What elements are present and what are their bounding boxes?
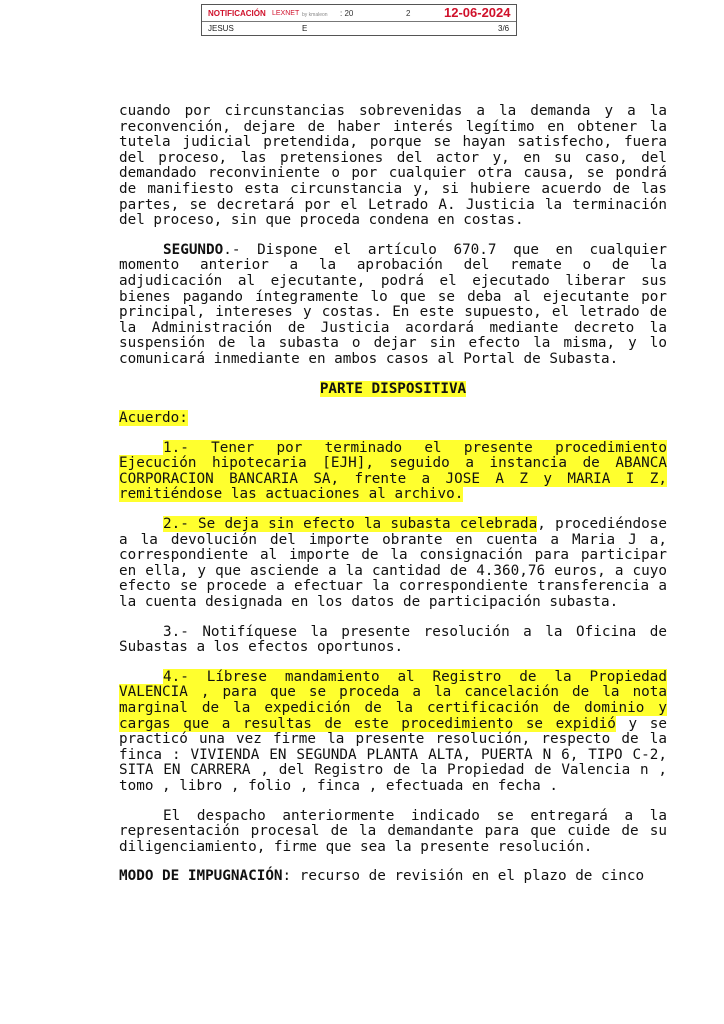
recipient-initial: E: [302, 24, 308, 33]
paragraph-despacho: El despacho anteriormente indicado se entregará a la representación procesal de la demandante para que cuide de su diligenciamiento, firme que sea la presente resolución.: [119, 807, 667, 855]
header-number-1: : 20: [340, 9, 354, 18]
item-2-text: , procediéndose a la devolución del importe obrante en cuenta a Maria J a, correspondiente al importe de la consignación para participar en ella, y que asciende a la cantidad de 4.360,76 euros, a cuyo efecto se procede a efectuar la correspondiente transferencia a la cuenta designada en los datos de participación subasta.: [119, 516, 667, 611]
by-label: by kmaleon: [302, 12, 328, 18]
parte-dispositiva-heading-wrap: [119, 382, 667, 398]
header-row-bottom: [202, 21, 516, 37]
item-2-highlight: 2.- Se deja sin efecto la subasta celebrada: [163, 516, 538, 533]
paragraph-segundo: [119, 243, 667, 368]
segundo-heading: SEGUNDO: [163, 241, 224, 258]
lexnet-label: LEXNET: [272, 10, 300, 17]
paragraph-terminacion: cuando por circunstancias sobrevenidas a la demanda y a la reconvención, dejare de haber interés legítimo en obtener la tutela judicial pretendida, porque se hayan satisfecho, fuera del proceso, las pretensiones del actor y, en su caso, del demandado reconviniente o por cualquier otra causa, se pondrá de manifiesto esta circunstancia y, si hubiere acuerdo de las partes, se decretará por el Letrado A. Justicia la terminación del proceso, sin que proceda condena en costas.: [119, 103, 667, 229]
header-row-top: [202, 5, 516, 22]
acuerdo-wrap: [119, 411, 667, 427]
segundo-text: .- Dispone el artículo 670.7 que en cualquier momento anterior a la aprobación del remate o de la adjudicación al ejecutante, podrá el ejecutado liberar sus bienes pagando íntegramente lo que se deba al ejecutante por principal, intereses y costas. En este supuesto, el letrado de la Administración de Justicia acordará mediante decreto la suspensión de la subasta o dejar sin efecto la misma, y lo comunicará inmediante en ambos casos al Portal de Subasta.: [119, 241, 667, 367]
notification-date: 12-06-2024: [444, 5, 511, 20]
item-4: [119, 670, 667, 795]
item-3: 3.- Notifíquese la presente resolución a la Oficina de Subastas a los efectos oportunos.: [119, 623, 667, 656]
parte-dispositiva-heading: PARTE DISPOSITIVA: [319, 380, 467, 397]
item-4-highlight: 4.- Líbrese mandamiento al Registro de la Propiedad VALENCIA , para que se proceda a la cancelación de la nota marginal de la expedición de la certificación de dominio y cargas que a resultas de este procedimiento se expidió: [119, 668, 667, 732]
impugnacion-heading: MODO DE IMPUGNACIÓN: [119, 868, 283, 885]
document-body: [119, 104, 667, 885]
impugnacion-text: : recurso de revisión en el plazo de cinco: [282, 868, 645, 885]
item-4-text: y se practicó una vez firme la presente resolución, respecto de la finca : VIVIENDA EN SEGUNDA PLANTA ALTA, PUERTA N 6, TIPO C-2, SITA EN CARRERA , del Registro de la Propiedad de Valencia n , tomo , libro , folio , finca , efectuada en fecha .: [119, 715, 667, 794]
recipient-name: JESUS: [208, 24, 234, 33]
header-number-2: 2: [406, 9, 411, 18]
item-1: [119, 441, 667, 503]
page-number: 3/6: [498, 24, 510, 33]
item-2: [119, 517, 667, 611]
paragraph-impugnacion: [119, 869, 667, 885]
notification-header: [201, 4, 517, 36]
acuerdo-label: Acuerdo:: [119, 410, 188, 427]
notification-label: NOTIFICACIÓN: [208, 9, 266, 18]
item-1-text: 1.- Tener por terminado el presente procedimiento Ejecución hipotecaria [EJH], seguido a instancia de ABANCA CORPORACION BANCARIA SA, frente a JOSE A Z y MARIA I Z, remitiéndose las actuaciones al archivo.: [119, 439, 667, 503]
